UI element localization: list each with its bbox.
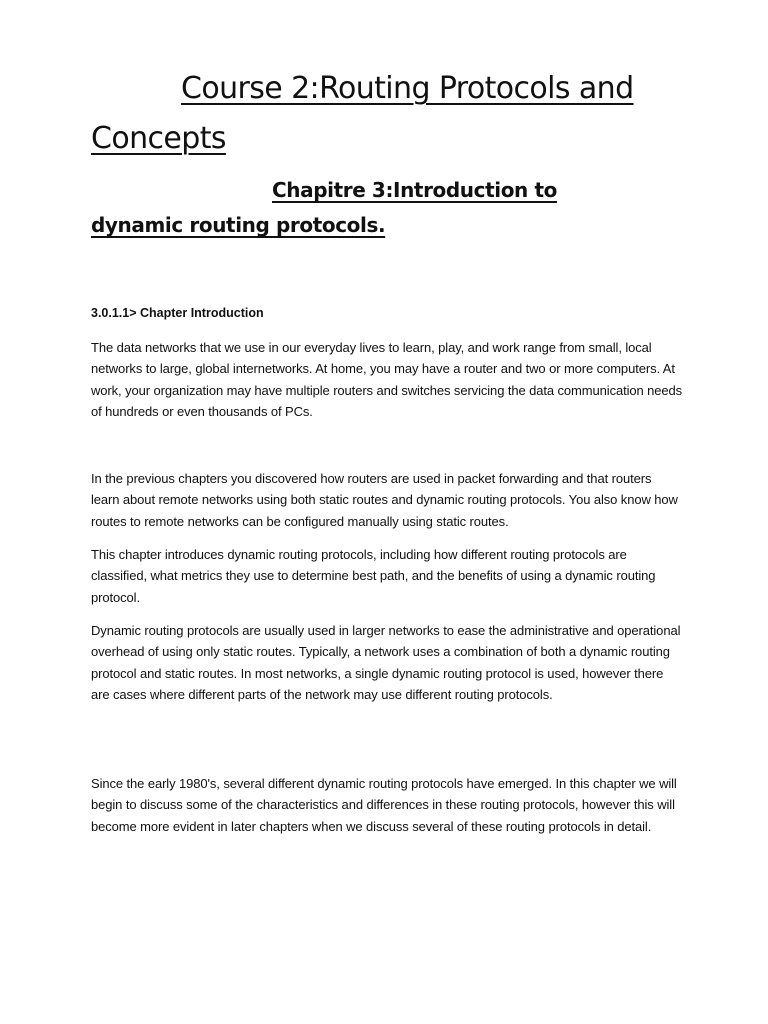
paragraph-5: Since the early 1980's, several different dynamic routing protocols have emerged. In this chapter we will begin to discuss some of the characteristics and differences in these routing protocols, however this will become more evident in later chapters when we discuss several of these routing protocols in detail. <box>91 776 677 834</box>
paragraph-3: This chapter introduces dynamic routing protocols, including how different routing protocols are classified, what metrics they use to determine best path, and the benefits of using a dynamic routing protocol. <box>91 547 656 605</box>
section-heading: 3.0.1.1> Chapter Introduction <box>91 306 264 320</box>
document-title: Course 2:Routing Protocols and Concepts <box>91 71 634 156</box>
chapter-title: Chapitre 3:Introduction to dynamic routing protocols. <box>91 178 557 237</box>
paragraph-4: Dynamic routing protocols are usually used in larger networks to ease the administrative and operational overhead of using only static routes. Typically, a network uses a combination of both a dynamic routing protocol and static routes. In most networks, a single dynamic routing protocol is used, however there are cases where different parts of the network may use different routing protocols. <box>91 623 681 702</box>
paragraph-1: The data networks that we use in our everyday lives to learn, play, and work range from small, local networks to large, global internetworks. At home, you may have a router and two or more computers. At work, your organization may have multiple routers and switches servicing the data communication needs of hundreds or even thousands of PCs. <box>91 340 683 419</box>
paragraph-2: In the previous chapters you discovered how routers are used in packet forwarding and that routers learn about remote networks using both static routes and dynamic routing protocols. You also know how routes to remote networks can be configured manually using static routes. <box>91 471 678 529</box>
